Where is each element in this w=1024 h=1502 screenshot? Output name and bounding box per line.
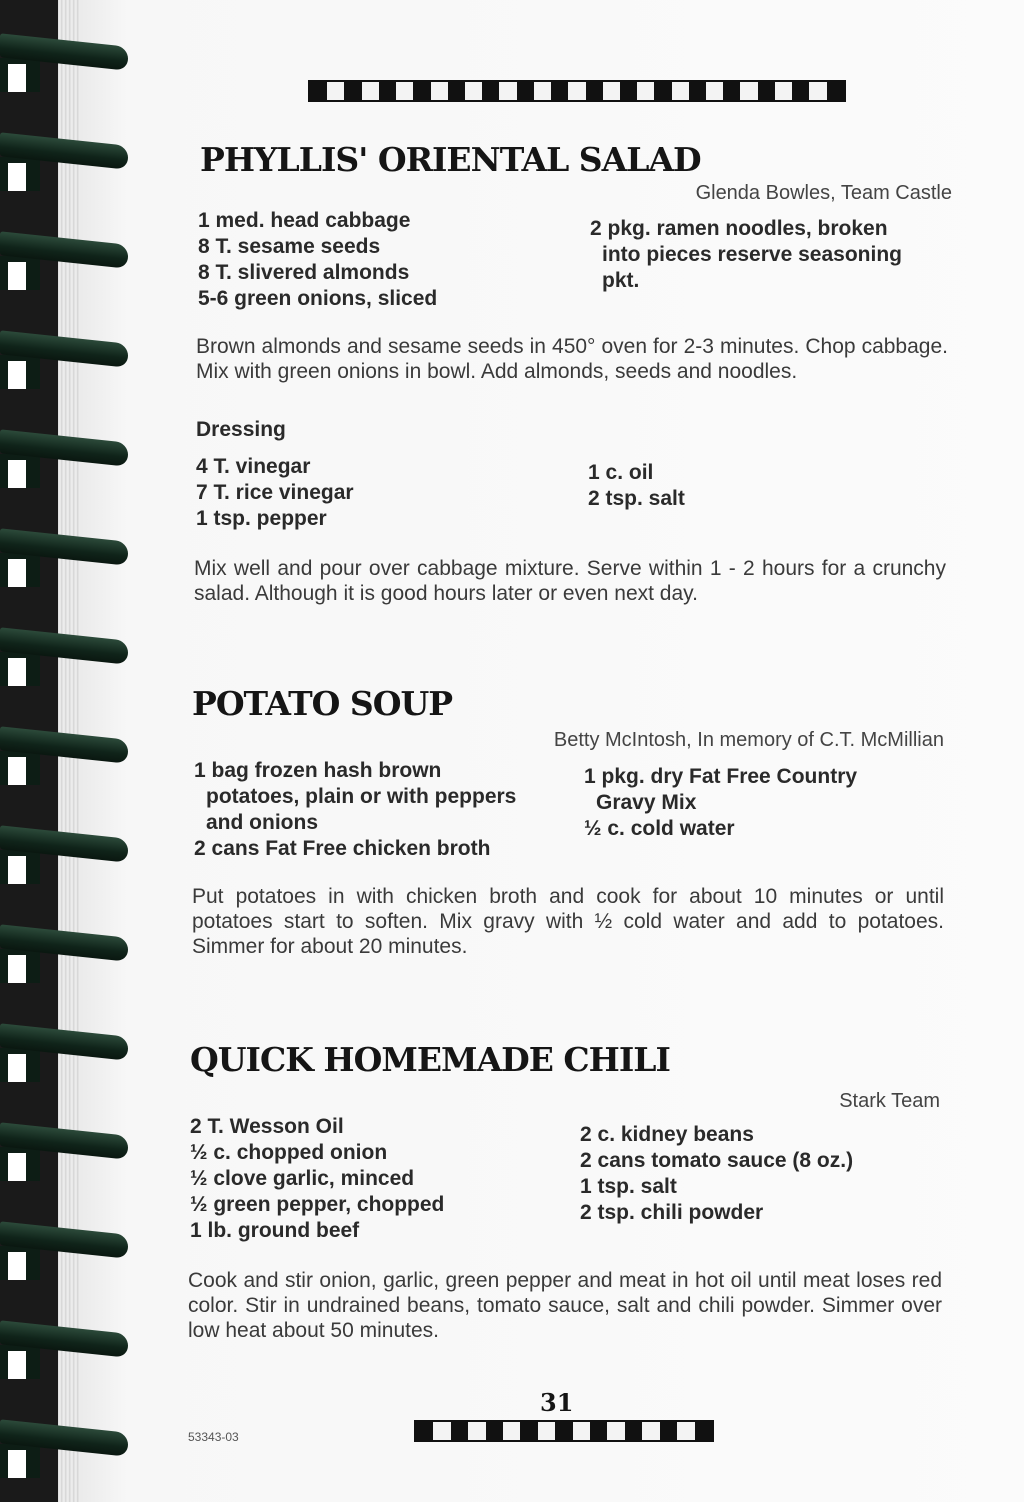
- checker-square: [551, 82, 568, 100]
- ingredient: pkt.: [602, 269, 640, 292]
- checker-square: [448, 82, 465, 100]
- checker-square: [672, 82, 689, 100]
- checker-square: [482, 82, 499, 100]
- checker-square: [465, 82, 482, 100]
- recipe-author: Betty McIntosh, In memory of C.T. McMillian: [553, 729, 944, 751]
- checker-square: [677, 1422, 694, 1440]
- checker-square: [568, 82, 585, 100]
- ingredient: 2 pkg. ramen noodles, broken: [590, 217, 888, 240]
- recipe-title: QUICK HOMEMADE CHILI: [190, 1040, 670, 1079]
- ingredient: 1 tsp. pepper: [196, 507, 327, 530]
- ingredient: 1 pkg. dry Fat Free Country: [584, 765, 858, 788]
- checker-square: [620, 82, 637, 100]
- checker-square: [590, 1422, 607, 1440]
- page-number: 31: [540, 1388, 574, 1417]
- checker-square: [654, 82, 671, 100]
- checker-square: [689, 82, 706, 100]
- ingredient: 2 cans Fat Free chicken broth: [194, 837, 491, 860]
- checker-square: [468, 1422, 485, 1440]
- ingredient: 7 T. rice vinegar: [196, 481, 354, 504]
- ingredient: 2 tsp. chili powder: [580, 1201, 764, 1224]
- recipe-directions: Cook and stir onion, garlic, green pepper and meat in hot oil until meat loses red color. Stir in undrained beans, tomato sauce, salt and chili powder. Simmer over low heat about 50 minutes.: [188, 1269, 942, 1342]
- ingredients-right: [584, 764, 857, 842]
- ingredient: ½ clove garlic, minced: [190, 1167, 415, 1190]
- checker-square: [327, 82, 344, 100]
- dressing-heading: Dressing: [196, 418, 286, 441]
- ingredient: Gravy Mix: [596, 791, 697, 814]
- dressing-right: [588, 460, 685, 512]
- page-stack-edge: [58, 0, 80, 1502]
- ingredient: ½ c. chopped onion: [190, 1141, 388, 1164]
- ingredient: into pieces reserve seasoning: [602, 243, 902, 266]
- recipe-directions: Brown almonds and sesame seeds in 450° oven for 2-3 minutes. Chop cabbage. Mix with green onions in bowl. Add almonds, seeds and noodles.: [196, 335, 948, 383]
- ingredient: ½ green pepper, chopped: [190, 1193, 445, 1216]
- checker-square: [706, 82, 723, 100]
- ingredient: potatoes, plain or with peppers: [206, 785, 517, 808]
- checker-square: [433, 1422, 450, 1440]
- checker-border-top: [308, 80, 846, 102]
- checker-square: [642, 1422, 659, 1440]
- ingredient: 1 med. head cabbage: [198, 209, 411, 232]
- ingredient: ½ c. cold water: [584, 817, 735, 840]
- recipe-title: POTATO SOUP: [192, 684, 453, 723]
- checker-square: [660, 1422, 677, 1440]
- checker-square: [396, 82, 413, 100]
- checker-square: [607, 1422, 624, 1440]
- recipe-directions: Put potatoes in with chicken broth and cook for about 10 minutes or until potatoes start to soften. Mix gravy with ½ cold water and add to potatoes. Simmer for about 20 minutes.: [192, 885, 944, 958]
- ingredient: 1 bag frozen hash brown: [194, 759, 442, 782]
- ingredients-right: [590, 216, 902, 294]
- ingredient: 1 c. oil: [588, 461, 654, 484]
- ingredient: 2 T. Wesson Oil: [190, 1115, 344, 1138]
- dressing-left: [196, 454, 354, 532]
- recipe-author: Glenda Bowles, Team Castle: [695, 182, 952, 204]
- ingredients-right: [580, 1122, 853, 1226]
- checker-square: [573, 1422, 590, 1440]
- checker-square: [499, 82, 516, 100]
- ingredient: 1 tsp. salt: [580, 1175, 677, 1198]
- checker-square: [775, 82, 792, 100]
- checker-square: [827, 82, 844, 100]
- ingredients-left: [190, 1114, 444, 1244]
- checker-square: [534, 82, 551, 100]
- checker-square: [310, 82, 327, 100]
- checker-border-bottom: [414, 1420, 714, 1442]
- checker-square: [431, 82, 448, 100]
- ingredient: 2 c. kidney beans: [580, 1123, 754, 1146]
- checker-square: [758, 82, 775, 100]
- checker-square: [503, 1422, 520, 1440]
- checker-square: [517, 82, 534, 100]
- ingredients-left: [194, 758, 516, 862]
- checker-square: [416, 1422, 433, 1440]
- checker-square: [379, 82, 396, 100]
- ingredient: 5-6 green onions, sliced: [198, 287, 438, 310]
- dressing-directions: Mix well and pour over cabbage mixture. Serve within 1 - 2 hours for a crunchy salad. Although it is good hours later or even next day.: [194, 557, 946, 605]
- checker-square: [413, 82, 430, 100]
- checker-square: [625, 1422, 642, 1440]
- checker-square: [451, 1422, 468, 1440]
- checker-square: [520, 1422, 537, 1440]
- checker-square: [792, 82, 809, 100]
- checker-square: [362, 82, 379, 100]
- ingredient: 8 T. sesame seeds: [198, 235, 381, 258]
- print-code: 53343-03: [188, 1430, 239, 1444]
- checker-square: [603, 82, 620, 100]
- ingredients-left: [198, 208, 437, 312]
- checker-square: [723, 82, 740, 100]
- ingredient: 4 T. vinegar: [196, 455, 311, 478]
- checker-square: [538, 1422, 555, 1440]
- checker-square: [637, 82, 654, 100]
- ingredient: 1 lb. ground beef: [190, 1219, 360, 1242]
- recipe-author: Stark Team: [839, 1090, 940, 1112]
- checker-square: [344, 82, 361, 100]
- ingredient: 2 cans tomato sauce (8 oz.): [580, 1149, 854, 1172]
- ingredient: 8 T. slivered almonds: [198, 261, 410, 284]
- checker-square: [740, 82, 757, 100]
- ingredient: and onions: [206, 811, 318, 834]
- ingredient: 2 tsp. salt: [588, 487, 685, 510]
- checker-square: [695, 1422, 712, 1440]
- checker-square: [809, 82, 826, 100]
- checker-square: [486, 1422, 503, 1440]
- checker-square: [555, 1422, 572, 1440]
- checker-square: [586, 82, 603, 100]
- recipe-title: PHYLLIS' ORIENTAL SALAD: [200, 140, 701, 179]
